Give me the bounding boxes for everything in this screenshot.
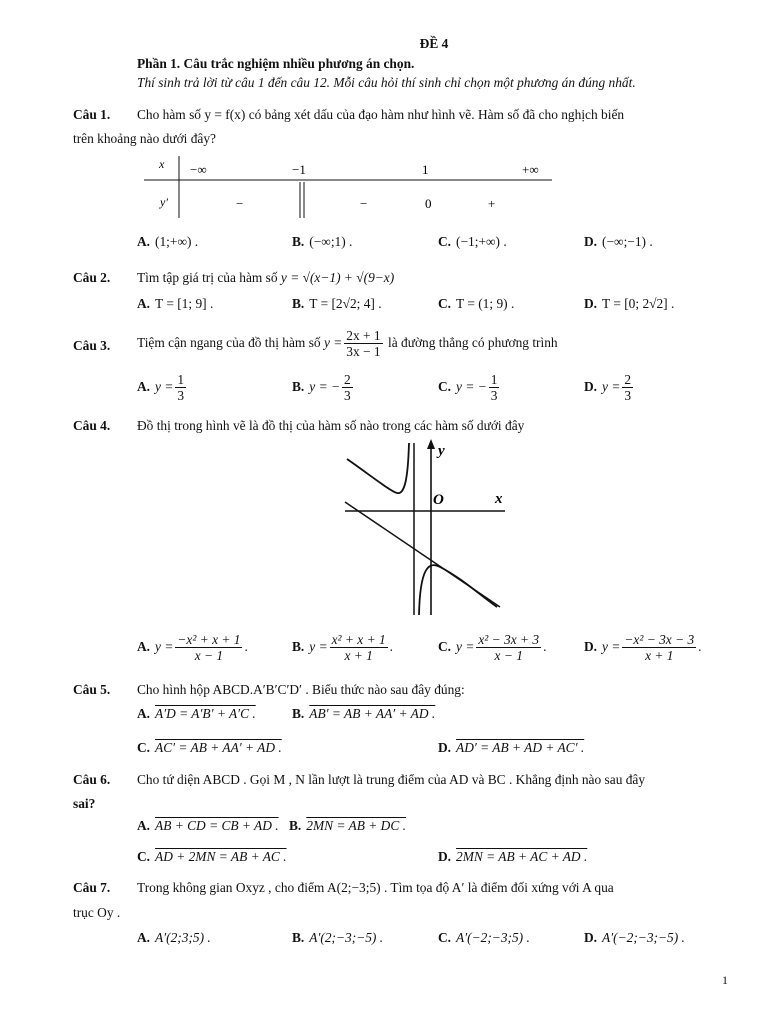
q2-option-b[interactable]: B. T = [2√2; 4] .: [292, 296, 382, 311]
sign-table: [140, 152, 560, 222]
section-instruction: Thí sinh trả lời từ câu 1 đến câu 12. Mỗi câu hỏi thí sinh chỉ chọn một phương án đúng nhất.: [137, 75, 636, 90]
q3-option-a[interactable]: A. y = $\frac{1}{3}$: [137, 372, 185, 404]
q6-option-d[interactable]: D. 2MN = AB + AC + AD .: [438, 849, 588, 864]
function-graph: [335, 437, 510, 617]
table-yprime-label: y′: [160, 195, 168, 209]
question-5-text: Cho hình hộp ABCD.A′B′C′D′ . Biểu thức nào sau đây đúng:: [137, 682, 465, 697]
table-x-label: x: [159, 157, 165, 171]
q7-option-a[interactable]: A. A′(2;3;5) .: [137, 930, 211, 945]
question-7-text-cont: trục Oy .: [73, 905, 121, 920]
q3-option-d[interactable]: D. y = $\frac{2}{3}$: [584, 372, 632, 404]
sign-1: −: [236, 196, 244, 211]
q5-option-d[interactable]: D. AD′ = AB + AD + AC′ .: [438, 740, 585, 755]
question-4-number: Câu 4.: [73, 418, 111, 433]
sign-2: −: [360, 196, 368, 211]
q1-option-c[interactable]: C. (−1;+∞) .: [438, 234, 507, 249]
question-1-number: Câu 1.: [73, 107, 111, 122]
graph-x-label: x: [495, 491, 503, 507]
question-6-text-cont: sai?: [73, 796, 96, 811]
x-val-neg-inf: −∞: [190, 162, 207, 177]
x-val-pos-inf: +∞: [522, 162, 539, 177]
q7-option-d[interactable]: D. A′(−2;−3;−5) .: [584, 930, 685, 945]
section-heading: Phần 1. Câu trắc nghiệm nhiều phương án chọn.: [137, 56, 415, 71]
q4-option-a[interactable]: A. y = $\frac{\text{−x² + x + 1}}{x - 1}$ .: [137, 632, 248, 664]
question-4-text: Đồ thị trong hình vẽ là đồ thị của hàm số nào trong các hàm số dưới đây: [137, 418, 525, 433]
q6-option-c[interactable]: C. AD + 2MN = AB + AC .: [137, 849, 287, 864]
page-number: 1: [722, 973, 728, 987]
graph-y-label: y: [438, 443, 445, 459]
q5-option-b[interactable]: B. AB′ = AB + AA′ + AD .: [292, 706, 436, 721]
q1-option-d[interactable]: D. (−∞;−1) .: [584, 234, 653, 249]
graph-origin-label: O: [433, 492, 444, 508]
x-val-neg-one: −1: [292, 162, 306, 177]
question-7-text: Trong không gian Oxyz , cho điểm A(2;−3;5) . Tìm tọa độ A′ là điểm đối xứng với A qua: [137, 880, 614, 895]
x-val-one: 1: [422, 162, 429, 177]
question-6-number: Câu 6.: [73, 772, 111, 787]
q2-formula: y = √(x−1) + √(9−x): [280, 270, 395, 285]
q1-option-b[interactable]: B. (−∞;1) .: [292, 234, 353, 249]
q7-option-b[interactable]: B. A′(2;−3;−5) .: [292, 930, 384, 945]
q4-option-b[interactable]: B. y = $\frac{\text{x² + x + 1}}{x + 1}$ .: [292, 632, 394, 664]
q2-option-d[interactable]: D. T = [0; 2√2] .: [584, 296, 675, 311]
q3-option-b[interactable]: B. y = − $\frac{2}{3}$: [292, 372, 351, 404]
question-2-text: Tìm tập giá trị của hàm số y = √(x−1) + √(9−x): [137, 270, 395, 285]
question-2-number: Câu 2.: [73, 270, 111, 285]
q1-option-a[interactable]: A. (1;+∞) .: [137, 234, 199, 249]
q2-option-a[interactable]: A. T = [1; 9] .: [137, 296, 214, 311]
y-axis-arrow: [427, 439, 435, 449]
question-1-text-cont: trên khoảng nào dưới đây?: [73, 131, 216, 146]
left-branch: [347, 443, 409, 493]
question-3-number: Câu 3.: [73, 338, 111, 353]
q3-option-c[interactable]: C. y = − $\frac{1}{3}$: [438, 372, 498, 404]
question-5-number: Câu 5.: [73, 682, 111, 697]
q2-option-c[interactable]: C. T = (1; 9) .: [438, 296, 515, 311]
question-7-number: Câu 7.: [73, 880, 111, 895]
sign-3: +: [488, 196, 496, 211]
q6-option-a[interactable]: A. AB + CD = CB + AD .: [137, 818, 279, 833]
q4-option-c[interactable]: C. y = $\frac{\text{x² − 3x + 3}}{x - 1}$ .: [438, 632, 547, 664]
q6-option-b[interactable]: B. 2MN = AB + DC .: [289, 818, 406, 833]
q5-option-a[interactable]: A. A′D = A′B′ + A′C .: [137, 706, 256, 721]
question-3-text: Tiệm cận ngang của đồ thị hàm số y = $\frac{2x + 1}{3x - 1}$ là đường thẳng có phương trình: [137, 328, 558, 360]
q7-option-c[interactable]: C. A′(−2;−3;5) .: [438, 930, 530, 945]
question-1-text: Cho hàm số y = f(x) có bảng xét dấu của đạo hàm như hình vẽ. Hàm số đã cho nghịch biến: [137, 107, 625, 122]
q5-option-c[interactable]: C. AC′ = AB + AA′ + AD .: [137, 740, 282, 755]
question-6-text: Cho tứ diện ABCD . Gọi M , N lần lượt là trung điểm của AD và BC . Khẳng định nào sau đây: [137, 772, 646, 787]
q4-option-d[interactable]: D. y = $\frac{\text{−x² − 3x − 3}}{x + 1}$ .: [584, 632, 702, 664]
exam-title: ĐỀ 4: [419, 36, 449, 51]
q3-fraction: $\frac{2x + 1}{3x - 1}$: [346, 328, 381, 360]
sign-zero: 0: [425, 196, 432, 211]
